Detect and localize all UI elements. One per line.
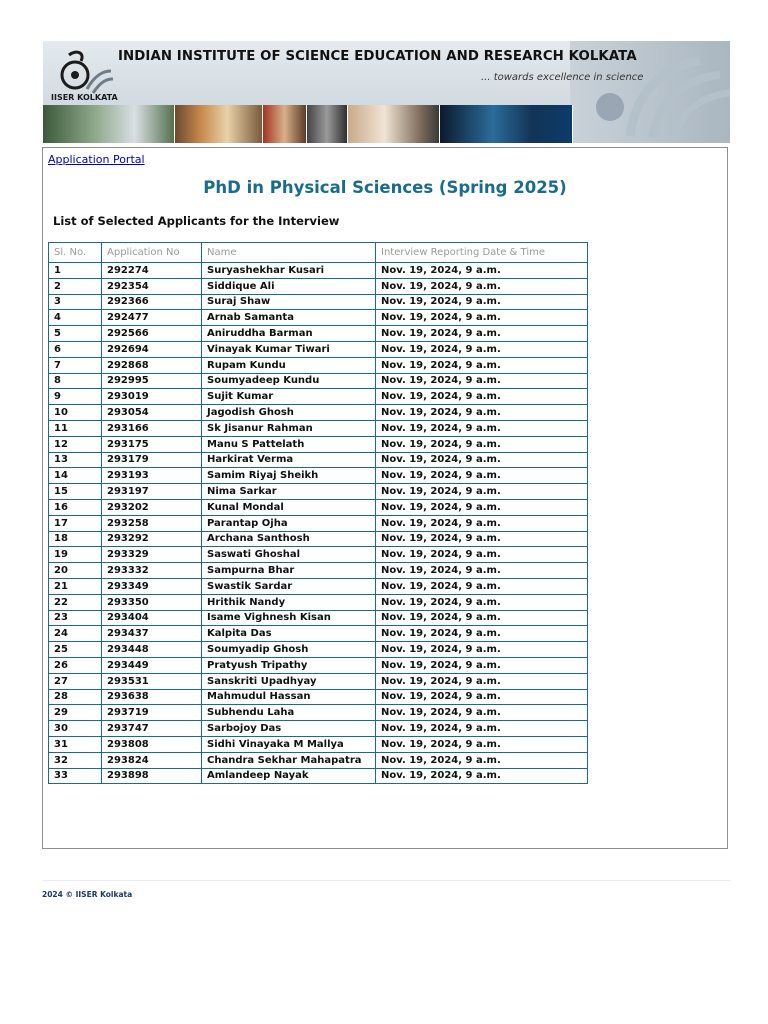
cell-interview-date: Nov. 19, 2024, 9 a.m. <box>376 499 588 515</box>
cell-application-no: 292366 <box>102 294 202 310</box>
cell-name: Sidhi Vinayaka M Mallya <box>202 736 376 752</box>
table-row <box>49 578 588 594</box>
table-row <box>49 736 588 752</box>
table-row <box>49 326 588 342</box>
cell-interview-date: Nov. 19, 2024, 9 a.m. <box>376 389 588 405</box>
cell-name: Kunal Mondal <box>202 499 376 515</box>
cell-sl-no: 2 <box>49 278 102 294</box>
cell-interview-date: Nov. 19, 2024, 9 a.m. <box>376 626 588 642</box>
table-header-row <box>49 243 588 263</box>
table-row <box>49 294 588 310</box>
cell-name: Suraj Shaw <box>202 294 376 310</box>
cell-interview-date: Nov. 19, 2024, 9 a.m. <box>376 578 588 594</box>
cell-application-no: 293449 <box>102 657 202 673</box>
cell-interview-date: Nov. 19, 2024, 9 a.m. <box>376 752 588 768</box>
cell-interview-date: Nov. 19, 2024, 9 a.m. <box>376 341 588 357</box>
table-row <box>49 452 588 468</box>
cell-sl-no: 10 <box>49 405 102 421</box>
cell-interview-date: Nov. 19, 2024, 9 a.m. <box>376 452 588 468</box>
cell-application-no: 293719 <box>102 705 202 721</box>
footer-divider <box>42 880 730 881</box>
cell-name: Saswati Ghoshal <box>202 547 376 563</box>
cell-application-no: 293638 <box>102 689 202 705</box>
applicants-table <box>48 242 588 784</box>
cell-name: Rupam Kundu <box>202 357 376 373</box>
cell-application-no: 293258 <box>102 515 202 531</box>
cell-sl-no: 27 <box>49 673 102 689</box>
cell-interview-date: Nov. 19, 2024, 9 a.m. <box>376 642 588 658</box>
table-row <box>49 389 588 405</box>
cell-name: Soumyadeep Kundu <box>202 373 376 389</box>
cell-sl-no: 8 <box>49 373 102 389</box>
table-row <box>49 594 588 610</box>
table-row <box>49 341 588 357</box>
cell-name: Jagodish Ghosh <box>202 405 376 421</box>
table-row <box>49 515 588 531</box>
cell-application-no: 293166 <box>102 420 202 436</box>
cell-sl-no: 26 <box>49 657 102 673</box>
table-row <box>49 405 588 421</box>
table-row <box>49 357 588 373</box>
cell-name: Nima Sarkar <box>202 484 376 500</box>
cell-application-no: 293808 <box>102 736 202 752</box>
cell-name: Pratyush Tripathy <box>202 657 376 673</box>
cell-name: Aniruddha Barman <box>202 326 376 342</box>
cell-name: Hrithik Nandy <box>202 594 376 610</box>
table-row <box>49 689 588 705</box>
table-row <box>49 642 588 658</box>
cell-sl-no: 23 <box>49 610 102 626</box>
header-banner <box>43 41 730 143</box>
cell-interview-date: Nov. 19, 2024, 9 a.m. <box>376 436 588 452</box>
table-row <box>49 721 588 737</box>
cell-sl-no: 16 <box>49 499 102 515</box>
cell-interview-date: Nov. 19, 2024, 9 a.m. <box>376 547 588 563</box>
cell-interview-date: Nov. 19, 2024, 9 a.m. <box>376 721 588 737</box>
table-row <box>49 563 588 579</box>
cell-application-no: 293019 <box>102 389 202 405</box>
cell-application-no: 293054 <box>102 405 202 421</box>
subtitle: List of Selected Applicants for the Interview <box>53 214 340 228</box>
cell-sl-no: 21 <box>49 578 102 594</box>
cell-interview-date: Nov. 19, 2024, 9 a.m. <box>376 657 588 673</box>
cell-interview-date: Nov. 19, 2024, 9 a.m. <box>376 405 588 421</box>
cell-name: Chandra Sekhar Mahapatra <box>202 752 376 768</box>
cell-sl-no: 7 <box>49 357 102 373</box>
cell-name: Kalpita Das <box>202 626 376 642</box>
cell-application-no: 292694 <box>102 341 202 357</box>
lab-equipment-photo <box>348 105 440 143</box>
cell-interview-date: Nov. 19, 2024, 9 a.m. <box>376 468 588 484</box>
cell-application-no: 292477 <box>102 310 202 326</box>
cell-sl-no: 28 <box>49 689 102 705</box>
cell-sl-no: 5 <box>49 326 102 342</box>
cell-application-no: 292995 <box>102 373 202 389</box>
cell-sl-no: 11 <box>49 420 102 436</box>
cell-sl-no: 19 <box>49 547 102 563</box>
cell-name: Sarbojoy Das <box>202 721 376 737</box>
cell-application-no: 293197 <box>102 484 202 500</box>
cell-application-no: 293350 <box>102 594 202 610</box>
cell-interview-date: Nov. 19, 2024, 9 a.m. <box>376 689 588 705</box>
cell-application-no: 293292 <box>102 531 202 547</box>
institute-name: INDIAN INSTITUTE OF SCIENCE EDUCATION AND RESEARCH KOLKATA <box>118 49 637 64</box>
cell-sl-no: 30 <box>49 721 102 737</box>
cell-name: Siddique Ali <box>202 278 376 294</box>
cell-interview-date: Nov. 19, 2024, 9 a.m. <box>376 594 588 610</box>
cell-sl-no: 6 <box>49 341 102 357</box>
photo-strip <box>43 105 573 143</box>
header-application-no: Application No <box>102 243 202 263</box>
table-row <box>49 752 588 768</box>
table-row <box>49 278 588 294</box>
shelves-photo <box>263 105 308 143</box>
cell-sl-no: 15 <box>49 484 102 500</box>
lab-photo <box>307 105 348 143</box>
page-title: PhD in Physical Sciences (Spring 2025) <box>203 178 567 197</box>
cell-interview-date: Nov. 19, 2024, 9 a.m. <box>376 705 588 721</box>
table-row <box>49 484 588 500</box>
cell-sl-no: 1 <box>49 263 102 279</box>
tagline: ... towards excellence in science <box>481 72 644 83</box>
cell-name: Swastik Sardar <box>202 578 376 594</box>
cell-interview-date: Nov. 19, 2024, 9 a.m. <box>376 515 588 531</box>
cell-application-no: 292274 <box>102 263 202 279</box>
cell-interview-date: Nov. 19, 2024, 9 a.m. <box>376 326 588 342</box>
cell-application-no: 293202 <box>102 499 202 515</box>
cell-interview-date: Nov. 19, 2024, 9 a.m. <box>376 673 588 689</box>
library-photo <box>175 105 263 143</box>
cell-sl-no: 4 <box>49 310 102 326</box>
table-row <box>49 626 588 642</box>
cell-application-no: 293747 <box>102 721 202 737</box>
cell-name: Parantap Ojha <box>202 515 376 531</box>
cell-name: Samim Riyaj Sheikh <box>202 468 376 484</box>
cell-interview-date: Nov. 19, 2024, 9 a.m. <box>376 263 588 279</box>
cell-interview-date: Nov. 19, 2024, 9 a.m. <box>376 563 588 579</box>
cell-sl-no: 9 <box>49 389 102 405</box>
table-row <box>49 657 588 673</box>
cell-interview-date: Nov. 19, 2024, 9 a.m. <box>376 484 588 500</box>
cell-sl-no: 33 <box>49 768 102 784</box>
cell-application-no: 293332 <box>102 563 202 579</box>
cell-name: Harkirat Verma <box>202 452 376 468</box>
cell-application-no: 293179 <box>102 452 202 468</box>
application-portal-link[interactable]: Application Portal <box>48 153 145 166</box>
footer-copyright: 2024 © IISER Kolkata <box>42 890 133 899</box>
cell-application-no: 293531 <box>102 673 202 689</box>
table-row <box>49 705 588 721</box>
campus-photo <box>43 105 175 143</box>
cell-application-no: 292868 <box>102 357 202 373</box>
cell-name: Suryashekhar Kusari <box>202 263 376 279</box>
cell-sl-no: 13 <box>49 452 102 468</box>
cell-interview-date: Nov. 19, 2024, 9 a.m. <box>376 768 588 784</box>
cell-interview-date: Nov. 19, 2024, 9 a.m. <box>376 610 588 626</box>
cell-sl-no: 31 <box>49 736 102 752</box>
cell-interview-date: Nov. 19, 2024, 9 a.m. <box>376 736 588 752</box>
content-panel <box>42 147 728 849</box>
cell-application-no: 293193 <box>102 468 202 484</box>
cell-application-no: 293404 <box>102 610 202 626</box>
header-sl-no: Sl. No. <box>49 243 102 263</box>
cell-sl-no: 32 <box>49 752 102 768</box>
table-body <box>49 263 588 784</box>
cell-sl-no: 3 <box>49 294 102 310</box>
table-row <box>49 436 588 452</box>
cell-name: Soumyadip Ghosh <box>202 642 376 658</box>
cell-sl-no: 18 <box>49 531 102 547</box>
cell-application-no: 293349 <box>102 578 202 594</box>
cell-name: Manu S Pattelath <box>202 436 376 452</box>
table-row <box>49 420 588 436</box>
cell-sl-no: 17 <box>49 515 102 531</box>
cell-sl-no: 29 <box>49 705 102 721</box>
cell-application-no: 293437 <box>102 626 202 642</box>
cell-interview-date: Nov. 19, 2024, 9 a.m. <box>376 373 588 389</box>
cell-interview-date: Nov. 19, 2024, 9 a.m. <box>376 294 588 310</box>
cell-name: Subhendu Laha <box>202 705 376 721</box>
cell-application-no: 293175 <box>102 436 202 452</box>
cell-sl-no: 22 <box>49 594 102 610</box>
cell-name: Arnab Samanta <box>202 310 376 326</box>
cell-name: Mahmudul Hassan <box>202 689 376 705</box>
cell-interview-date: Nov. 19, 2024, 9 a.m. <box>376 278 588 294</box>
cell-name: Amlandeep Nayak <box>202 768 376 784</box>
cell-interview-date: Nov. 19, 2024, 9 a.m. <box>376 357 588 373</box>
cell-application-no: 292354 <box>102 278 202 294</box>
cell-application-no: 293824 <box>102 752 202 768</box>
table-row <box>49 610 588 626</box>
table-row <box>49 499 588 515</box>
cell-sl-no: 24 <box>49 626 102 642</box>
table-row <box>49 263 588 279</box>
cell-sl-no: 14 <box>49 468 102 484</box>
table-row <box>49 531 588 547</box>
table-row <box>49 468 588 484</box>
cell-application-no: 293329 <box>102 547 202 563</box>
cell-application-no: 292566 <box>102 326 202 342</box>
table-row <box>49 373 588 389</box>
cell-name: Sampurna Bhar <box>202 563 376 579</box>
cell-interview-date: Nov. 19, 2024, 9 a.m. <box>376 310 588 326</box>
table-row <box>49 768 588 784</box>
table-row <box>49 547 588 563</box>
computer-lab-photo <box>440 105 573 143</box>
cell-name: Sanskriti Upadhyay <box>202 673 376 689</box>
cell-interview-date: Nov. 19, 2024, 9 a.m. <box>376 420 588 436</box>
header-name: Name <box>202 243 376 263</box>
cell-name: Archana Santhosh <box>202 531 376 547</box>
cell-name: Vinayak Kumar Tiwari <box>202 341 376 357</box>
cell-application-no: 293898 <box>102 768 202 784</box>
cell-name: Isame Vighnesh Kisan <box>202 610 376 626</box>
cell-interview-date: Nov. 19, 2024, 9 a.m. <box>376 531 588 547</box>
cell-name: Sk Jisanur Rahman <box>202 420 376 436</box>
table-row <box>49 310 588 326</box>
cell-name: Sujit Kumar <box>202 389 376 405</box>
cell-application-no: 293448 <box>102 642 202 658</box>
logo-text: IISER KOLKATA <box>51 93 118 102</box>
cell-sl-no: 20 <box>49 563 102 579</box>
header-interview-date: Interview Reporting Date & Time <box>376 243 588 263</box>
cell-sl-no: 25 <box>49 642 102 658</box>
cell-sl-no: 12 <box>49 436 102 452</box>
table-row <box>49 673 588 689</box>
